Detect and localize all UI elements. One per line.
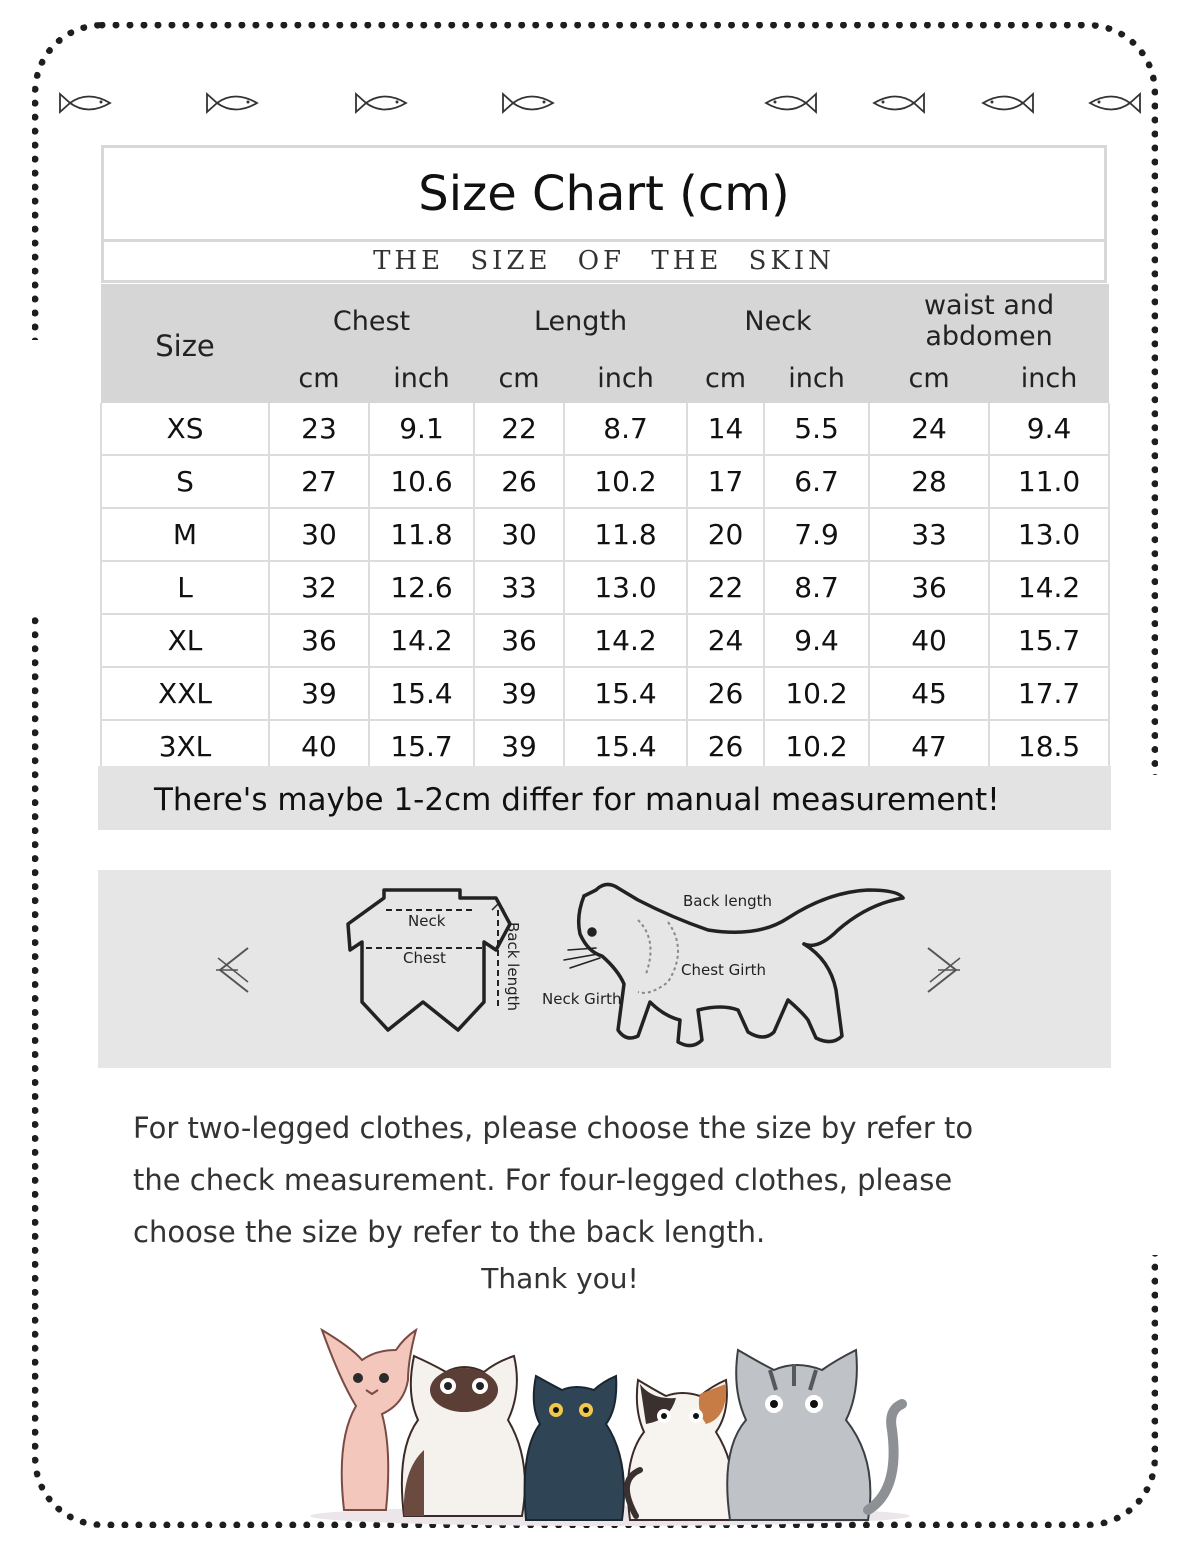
value-cell: 13.0 xyxy=(564,561,687,614)
chevron-right-icon xyxy=(928,948,960,992)
grey-tabby-cat-icon xyxy=(727,1350,902,1520)
value-cell: 33 xyxy=(869,508,989,561)
page-subtitle: THE SIZE OF THE SKIN xyxy=(373,246,835,276)
size-cell: 3XL xyxy=(101,720,269,774)
border-gap xyxy=(1140,775,1172,1255)
value-cell: 24 xyxy=(687,614,764,667)
chevron-left-icon xyxy=(216,948,248,992)
unit-header: cm xyxy=(687,353,764,403)
title-box xyxy=(101,145,1107,283)
value-cell: 18.5 xyxy=(989,720,1109,774)
value-cell: 10.2 xyxy=(764,720,869,774)
cats-illustration xyxy=(300,1320,920,1535)
fish-icon xyxy=(352,90,410,116)
value-cell: 14.2 xyxy=(369,614,474,667)
size-column-header: Size xyxy=(101,284,269,403)
size-cell: XS xyxy=(101,403,269,455)
chest-girth-curve xyxy=(638,922,678,993)
value-cell: 32 xyxy=(269,561,369,614)
value-cell: 20 xyxy=(687,508,764,561)
measurement-diagram-svg xyxy=(98,870,1111,1068)
calico-cat-icon xyxy=(627,1380,734,1520)
fish-icon xyxy=(499,90,557,116)
note-bar xyxy=(98,766,1111,830)
thank-you-text: Thank you! xyxy=(481,1262,639,1295)
group-header-neck: Neck xyxy=(687,284,869,353)
size-cell: L xyxy=(101,561,269,614)
border-gap xyxy=(20,340,52,615)
value-cell: 36 xyxy=(474,614,564,667)
diagram-label-chest-girth: Chest Girth xyxy=(681,961,767,979)
unit-header: inch xyxy=(564,353,687,403)
value-cell: 40 xyxy=(269,720,369,774)
value-cell: 17.7 xyxy=(989,667,1109,720)
value-cell: 5.5 xyxy=(764,403,869,455)
value-cell: 15.4 xyxy=(564,720,687,774)
value-cell: 26 xyxy=(687,720,764,774)
value-cell: 36 xyxy=(269,614,369,667)
value-cell: 33 xyxy=(474,561,564,614)
instructions xyxy=(133,1102,1063,1258)
fish-icon xyxy=(1086,90,1144,116)
title-divider xyxy=(104,239,1104,242)
group-header-chest: Chest xyxy=(269,284,474,353)
unit-header: cm xyxy=(474,353,564,403)
value-cell: 45 xyxy=(869,667,989,720)
unit-header: inch xyxy=(764,353,869,403)
value-cell: 24 xyxy=(869,403,989,455)
value-cell: 6.7 xyxy=(764,455,869,508)
table-row xyxy=(101,403,1109,455)
value-cell: 30 xyxy=(474,508,564,561)
table-row xyxy=(101,614,1109,667)
table-row xyxy=(101,455,1109,508)
table-row xyxy=(101,508,1109,561)
fish-icon xyxy=(979,90,1037,116)
table-header-row xyxy=(101,284,1109,353)
value-cell: 11.0 xyxy=(989,455,1109,508)
value-cell: 14.2 xyxy=(989,561,1109,614)
value-cell: 10.2 xyxy=(764,667,869,720)
measurement-diagram xyxy=(98,870,1111,1068)
value-cell: 26 xyxy=(687,667,764,720)
instruction-line: the check measurement. For four-legged clothes, please xyxy=(133,1163,953,1197)
value-cell: 30 xyxy=(269,508,369,561)
value-cell: 14.2 xyxy=(564,614,687,667)
value-cell: 27 xyxy=(269,455,369,508)
value-cell: 17 xyxy=(687,455,764,508)
value-cell: 9.1 xyxy=(369,403,474,455)
value-cell: 9.4 xyxy=(989,403,1109,455)
value-cell: 36 xyxy=(869,561,989,614)
unit-header: cm xyxy=(269,353,369,403)
fish-icon xyxy=(870,90,928,116)
diagram-label-back-length-vertical: Back length xyxy=(504,922,522,1011)
ragdoll-cat-icon xyxy=(402,1356,525,1516)
black-cat-icon xyxy=(525,1376,624,1520)
value-cell: 14 xyxy=(687,403,764,455)
value-cell: 8.7 xyxy=(564,403,687,455)
page-title: Size Chart (cm) xyxy=(418,166,790,222)
table-row xyxy=(101,561,1109,614)
size-cell: XL xyxy=(101,614,269,667)
value-cell: 47 xyxy=(869,720,989,774)
diagram-label-back-length: Back length xyxy=(683,892,772,910)
value-cell: 15.7 xyxy=(989,614,1109,667)
value-cell: 28 xyxy=(869,455,989,508)
size-table-body xyxy=(101,403,1109,774)
diagram-label-chest: Chest xyxy=(403,949,446,967)
value-cell: 9.4 xyxy=(764,614,869,667)
value-cell: 13.0 xyxy=(989,508,1109,561)
value-cell: 39 xyxy=(474,667,564,720)
size-cell: XXL xyxy=(101,667,269,720)
neck-girth-curve xyxy=(638,920,651,974)
value-cell: 10.2 xyxy=(564,455,687,508)
unit-header: cm xyxy=(869,353,989,403)
diagram-label-neck-girth: Neck Girth xyxy=(542,990,622,1008)
fish-icon xyxy=(56,90,114,116)
group-header-waist: waist and abdomen xyxy=(869,284,1109,353)
value-cell: 8.7 xyxy=(764,561,869,614)
value-cell: 11.8 xyxy=(369,508,474,561)
unit-header: inch xyxy=(989,353,1109,403)
value-cell: 12.6 xyxy=(369,561,474,614)
table-row xyxy=(101,667,1109,720)
value-cell: 7.9 xyxy=(764,508,869,561)
group-header-length: Length xyxy=(474,284,687,353)
value-cell: 22 xyxy=(687,561,764,614)
size-cell: M xyxy=(101,508,269,561)
value-cell: 15.4 xyxy=(369,667,474,720)
value-cell: 15.4 xyxy=(564,667,687,720)
fish-icon xyxy=(762,90,820,116)
measurement-note: There's maybe 1-2cm differ for manual measurement! xyxy=(154,782,1000,818)
value-cell: 10.6 xyxy=(369,455,474,508)
value-cell: 40 xyxy=(869,614,989,667)
value-cell: 11.8 xyxy=(564,508,687,561)
value-cell: 22 xyxy=(474,403,564,455)
unit-header: inch xyxy=(369,353,474,403)
value-cell: 39 xyxy=(269,667,369,720)
value-cell: 23 xyxy=(269,403,369,455)
value-cell: 15.7 xyxy=(369,720,474,774)
instruction-line: choose the size by refer to the back length. xyxy=(133,1215,766,1249)
size-table xyxy=(100,284,1110,776)
diagram-label-neck: Neck xyxy=(408,912,446,930)
value-cell: 39 xyxy=(474,720,564,774)
value-cell: 26 xyxy=(474,455,564,508)
size-cell: S xyxy=(101,455,269,508)
fish-decoration-row xyxy=(0,90,1200,116)
instruction-line: For two-legged clothes, please choose the size by refer to xyxy=(133,1111,974,1145)
fish-icon xyxy=(203,90,261,116)
